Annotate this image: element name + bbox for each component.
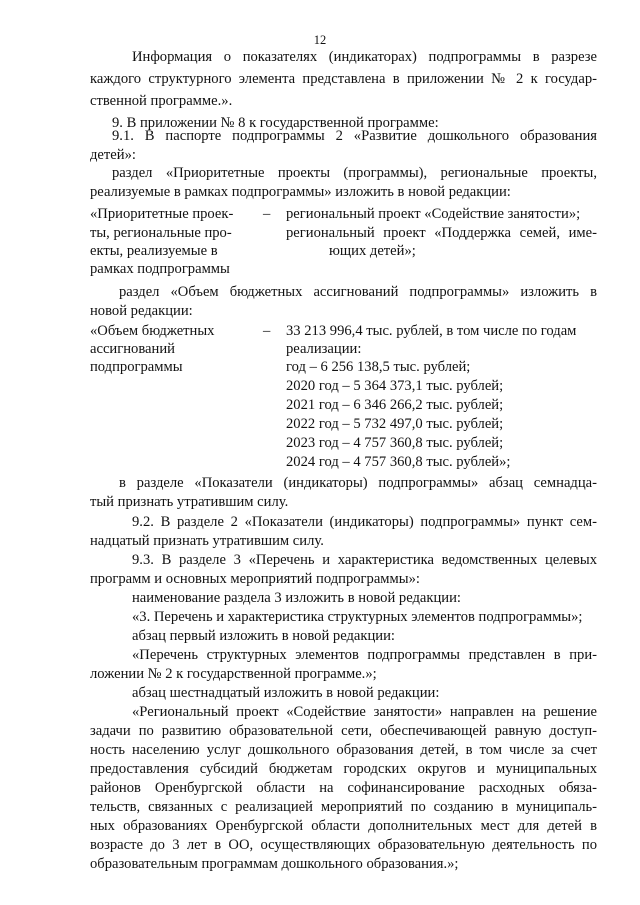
table-cell-label: ты, региональные про- — [90, 225, 232, 241]
table-cell-value: региональный проект «Поддержка семей, име- — [286, 225, 597, 241]
paragraph-line: абзац первый изложить в новой редакции: — [132, 628, 395, 644]
page-number: 12 — [313, 33, 327, 47]
paragraph-line: раздел «Приоритетные проекты (программы), региональные проекты, — [112, 165, 597, 181]
table-cell-value: 33 213 996,4 тыс. рублей, в том числе по годам — [286, 323, 577, 339]
paragraph-line: тельств, связанных с реализацией мероприятий по созданию в муниципаль- — [90, 799, 597, 815]
paragraph-line: ственной программе.». — [90, 93, 233, 109]
paragraph-line: «Региональный проект «Содействие занятости» направлен на решение — [132, 704, 597, 720]
paragraph-line: 9.1. В паспорте подпрограммы 2 «Развитие дошкольного образования — [112, 128, 597, 144]
paragraph-line: раздел «Объем бюджетных ассигнований подпрограммы» изложить в — [119, 284, 597, 300]
paragraph-line: возрасте до 3 лет в ОО, осуществляющих образовательную деятельность по — [90, 837, 597, 853]
paragraph-line: предоставления субсидий бюджетам городских округов и муниципальных — [90, 761, 597, 777]
paragraph-line: «Перечень структурных элементов подпрограммы представлен в при- — [132, 647, 597, 663]
paragraph-line: ность населению услуг дошкольного образования детей, в том числе за счет — [90, 742, 597, 758]
paragraph-line: программ и основных мероприятий подпрограммы»: — [90, 571, 420, 587]
paragraph-line: надцатый признать утратившим силу. — [90, 533, 324, 549]
paragraph-line: ложении № 2 к государственной программе.»; — [90, 666, 377, 682]
year-amount: 2023 год – 4 757 360,8 тыс. рублей; — [286, 435, 504, 451]
paragraph-line: 9. В приложении № 8 к государственной программе: — [112, 115, 439, 131]
table-cell-label: рамках подпрограммы — [90, 261, 230, 277]
table-cell-value: ющих детей»; — [329, 243, 416, 259]
year-amount: 2020 год – 5 364 373,1 тыс. рублей; — [286, 378, 504, 394]
table-dash: – — [263, 323, 271, 339]
paragraph-line: районов Оренбургской области на софинансирование расходных обяза- — [90, 780, 597, 796]
year-amount: 2022 год – 5 732 497,0 тыс. рублей; — [286, 416, 504, 432]
paragraph-line: наименование раздела 3 изложить в новой редакции: — [132, 590, 461, 606]
paragraph-line: задачи по развитию образовательной сети, обеспечивающей равную доступ- — [90, 723, 597, 739]
table-dash: – — [263, 206, 271, 222]
paragraph-line: детей»: — [90, 147, 136, 163]
paragraph-line: тый признать утратившим силу. — [90, 494, 289, 510]
table-cell-label: «Объем бюджетных — [90, 323, 215, 339]
paragraph-line: «3. Перечень и характеристика структурных элементов подпрограммы»; — [132, 609, 583, 625]
table-cell-label: ассигнований — [90, 341, 175, 357]
paragraph-line: абзац шестнадцатый изложить в новой редакции: — [132, 685, 440, 701]
table-cell-label: подпрограммы — [90, 359, 183, 375]
table-cell-value: региональный проект «Содействие занятости»; — [286, 206, 581, 222]
table-cell-label: «Приоритетные проек- — [90, 206, 234, 222]
table-cell-value: реализации: — [286, 341, 362, 357]
paragraph-line: новой редакции: — [90, 303, 193, 319]
year-amount: 2024 год – 4 757 360,8 тыс. рублей»; — [286, 454, 511, 470]
paragraph-line: образовательным программам дошкольного образования.»; — [90, 856, 459, 872]
paragraph-line: 9.2. В разделе 2 «Показатели (индикаторы) подпрограммы» пункт сем- — [132, 514, 597, 530]
year-amount: 2021 год – 6 346 266,2 тыс. рублей; — [286, 397, 504, 413]
table-cell-label: екты, реализуемые в — [90, 243, 218, 259]
paragraph-line: в разделе «Показатели (индикаторы) подпрограммы» абзац семнадца- — [119, 475, 597, 491]
paragraph-line: Информация о показателях (индикаторах) подпрограммы в разрезе — [132, 49, 597, 65]
paragraph-line: ных образованиях Оренбургской области дополнительных мест для детей в — [90, 818, 597, 834]
paragraph-line: реализуемые в рамках подпрограммы» изложить в новой редакции: — [90, 184, 511, 200]
year-amount: год – 6 256 138,5 тыс. рублей; — [286, 359, 471, 375]
paragraph-line: каждого структурного элемента представлена в приложении № 2 к государ- — [90, 71, 597, 87]
paragraph-line: 9.3. В разделе 3 «Перечень и характеристика ведомственных целевых — [132, 552, 597, 568]
